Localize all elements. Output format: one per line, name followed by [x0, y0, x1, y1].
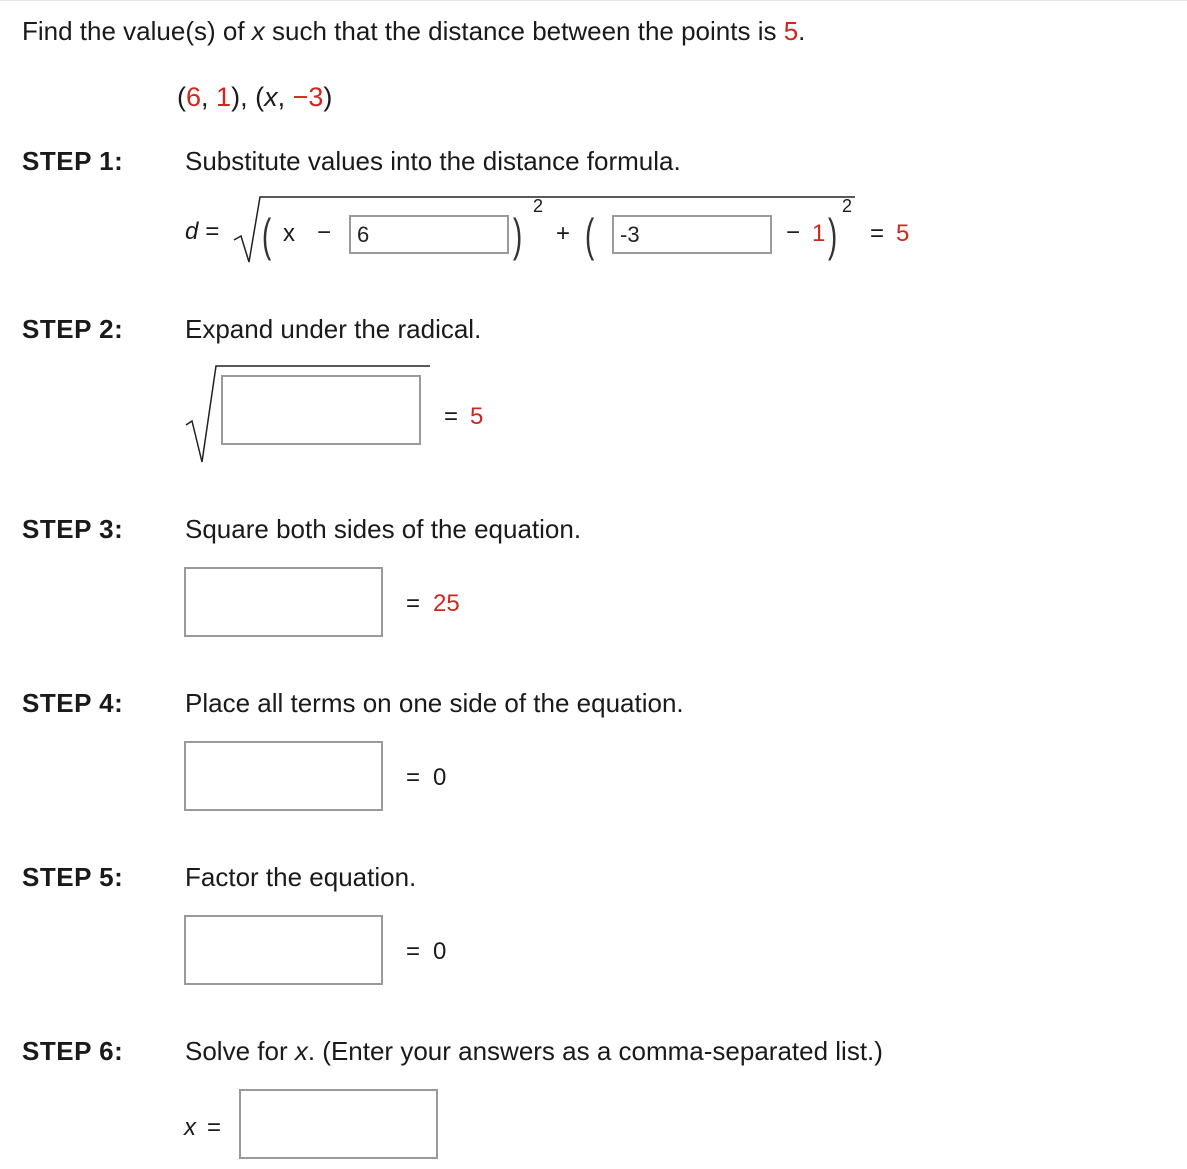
equals-sign-3: =: [406, 590, 421, 617]
step3-result: 25: [433, 590, 460, 617]
paren-close-1: ): [513, 209, 523, 261]
y1-value: 1: [812, 220, 826, 247]
step3-input[interactable]: [184, 567, 383, 637]
prompt-middle: such that the distance between the points is: [272, 16, 777, 46]
step-4-label: STEP 4:: [22, 688, 124, 718]
point-comma: ,: [201, 82, 217, 112]
step1-result: 5: [896, 220, 910, 247]
equals-sign-1: =: [870, 220, 885, 247]
point1-x: 6: [186, 82, 202, 112]
prompt-distance: 5: [783, 16, 799, 46]
plus-sign: +: [556, 220, 571, 247]
points: [177, 82, 332, 113]
equals-sign-4: =: [406, 764, 421, 791]
step-6-variable: x: [294, 1036, 308, 1066]
point-separator: ), (: [231, 82, 265, 112]
step6-input[interactable]: [239, 1089, 438, 1159]
prompt-end: .: [798, 16, 806, 46]
step2-result: 5: [470, 403, 484, 430]
paren-open-1: (: [262, 209, 272, 261]
step5-input[interactable]: [184, 915, 383, 985]
step-5-text: Factor the equation.: [185, 862, 417, 892]
step5-result: 0: [433, 938, 447, 965]
step-4-text: Place all terms on one side of the equation.: [185, 688, 684, 718]
step-6-text-suffix: . (Enter your answers as a comma-separated list.): [307, 1036, 883, 1066]
step-6-text: [185, 1036, 883, 1067]
point-comma-2: ,: [277, 82, 293, 112]
d-label: d =: [185, 218, 220, 245]
paren-close-2: ): [828, 209, 838, 261]
exponent-1: 2: [533, 196, 544, 216]
point-paren: (: [177, 82, 186, 112]
minus-sign-2: −: [786, 219, 801, 246]
step1-y2-input[interactable]: [612, 215, 772, 254]
step-5-label: STEP 5:: [22, 862, 124, 892]
top-divider: [0, 0, 1187, 1]
step-1-text: Substitute values into the distance formula.: [185, 146, 681, 176]
step1-x1-input[interactable]: [349, 215, 509, 254]
step-6-text-prefix: Solve for: [185, 1036, 288, 1066]
x-label: x: [184, 1114, 196, 1141]
x-variable: x: [283, 220, 295, 247]
step-6-label: STEP 6:: [22, 1036, 124, 1066]
point2-x: x: [264, 82, 278, 112]
point-paren-close: ): [323, 82, 333, 112]
step4-input[interactable]: [184, 741, 383, 811]
step-3-text: Square both sides of the equation.: [185, 514, 582, 544]
step4-result: 0: [433, 764, 447, 791]
step2-input[interactable]: [221, 375, 421, 445]
prompt-prefix: Find the value(s) of: [22, 16, 245, 46]
exponent-2: 2: [842, 196, 853, 216]
step-2-text: Expand under the radical.: [185, 314, 482, 344]
minus-sign: −: [317, 219, 332, 246]
point2-y: −3: [292, 82, 324, 112]
step-1-label: STEP 1:: [22, 146, 124, 176]
problem-prompt: [22, 16, 805, 47]
step-2-label: STEP 2:: [22, 314, 124, 344]
equals-sign-2: =: [444, 403, 459, 430]
paren-open-2: (: [585, 209, 595, 261]
equals-sign-5: =: [406, 938, 421, 965]
prompt-variable: x: [251, 16, 265, 46]
equals-sign-6: =: [207, 1114, 222, 1141]
point1-y: 1: [216, 82, 232, 112]
step-3-label: STEP 3:: [22, 514, 124, 544]
